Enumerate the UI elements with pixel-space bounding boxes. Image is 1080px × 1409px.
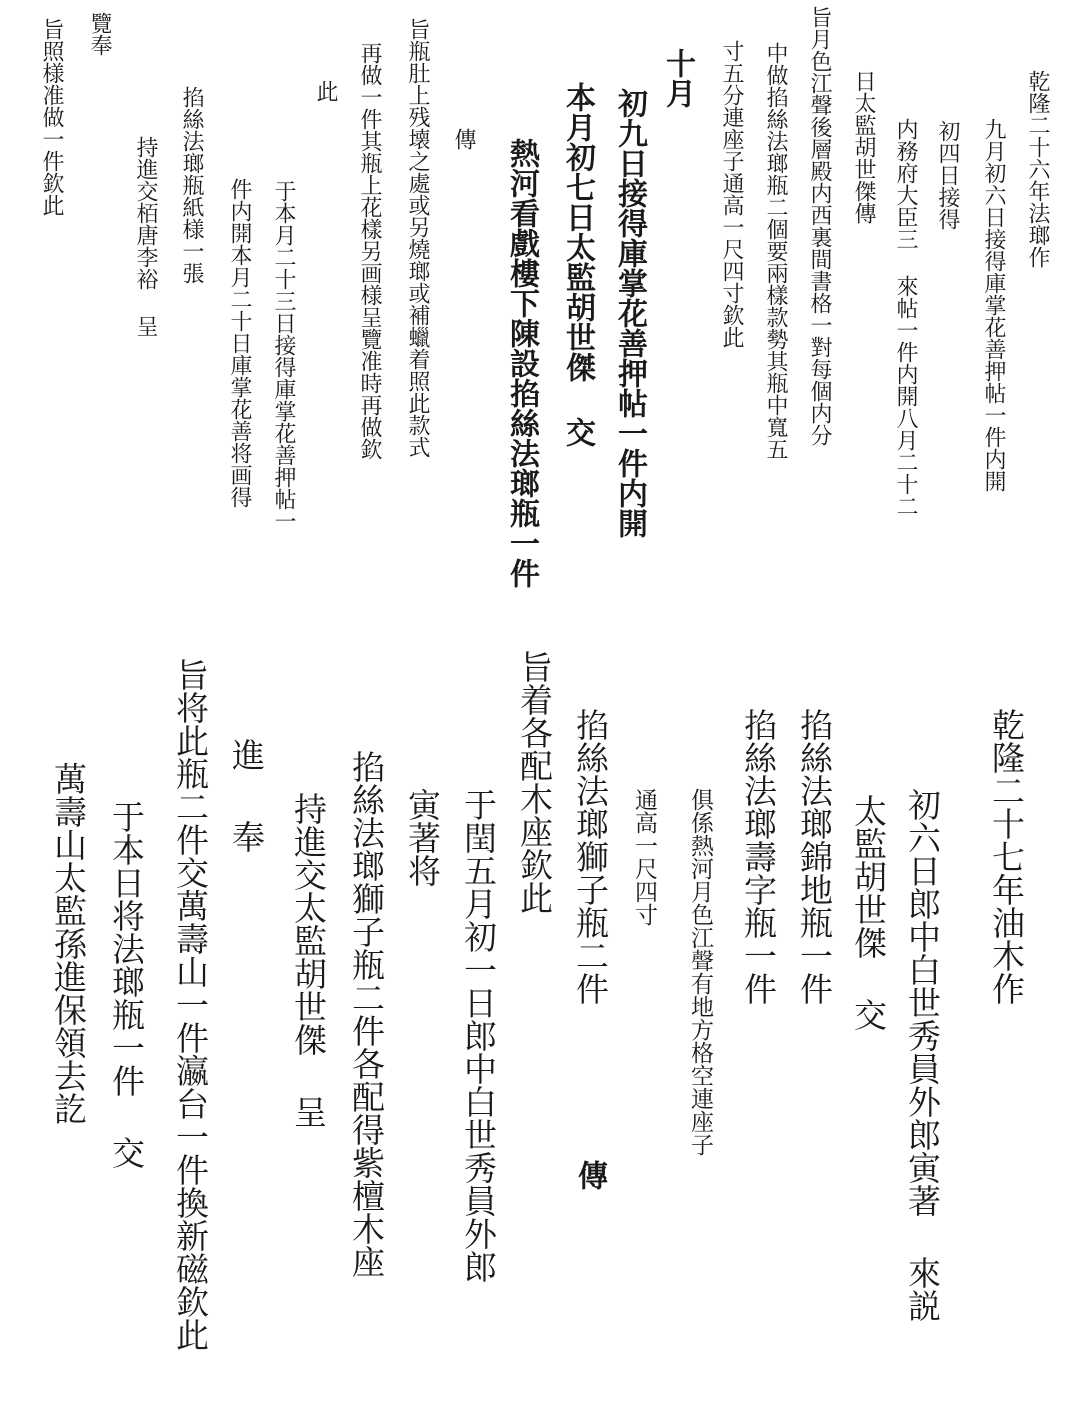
- lower-col-10: 寅著将: [403, 788, 442, 887]
- lower-col-2: 太監胡世傑 交: [849, 794, 888, 1031]
- upper-col-1: 九月初六日接得庫掌花善押帖一件内開: [981, 118, 1006, 492]
- upper-col-5: 旨月色江聲後層殿内西裏間書格一對每個内分: [807, 6, 832, 446]
- upper-col-9: 初九日接得庫掌花善押帖一件内開: [612, 88, 647, 538]
- lower-col-12: 持進交太監胡世傑 呈: [289, 792, 328, 1128]
- lower-col-4: 掐絲法瑯壽字瓶一件: [739, 708, 778, 1005]
- upper-col-7: 寸五分連座子通高一尺四寸欽此: [719, 40, 744, 348]
- upper-col-19: 持進交栢唐李裕 呈: [133, 136, 158, 337]
- lower-chuan-mark: 傳: [572, 1160, 607, 1190]
- lower-col-13: 進: [227, 738, 266, 771]
- upper-col-20: 覽奉: [87, 12, 112, 56]
- lower-col-7: 掐絲法瑯獅子瓶二件: [571, 708, 610, 1005]
- upper-record-header: 乾隆二十六年法瑯作: [1025, 70, 1050, 268]
- lower-col-6: 通高一尺四寸: [631, 788, 657, 926]
- upper-col-6: 中做掐絲法瑯瓶二個要兩樣款勢其瓶中寬五: [763, 42, 788, 460]
- lower-col-16: 于本日将法瑯瓶一件 交: [107, 800, 146, 1169]
- lower-col-11: 掐絲法瑯獅子瓶二件各配得紫檀木座: [347, 750, 386, 1278]
- upper-col-14: 再做一件其瓶上花樣另画様呈覽准時再做欽: [357, 42, 382, 460]
- upper-col-13: 旨瓶肚上残壊之處或另燒瑯或補蠟着照此款式: [405, 18, 430, 458]
- upper-col-16: 于本月二十三日接得庫掌花善押帖一: [271, 180, 296, 532]
- upper-col-10: 本月初七日太監胡世傑 交: [560, 82, 595, 447]
- upper-col-4: 日太監胡世傑傳: [851, 70, 876, 224]
- lower-col-3: 掐絲法瑯錦地瓶一件: [795, 708, 834, 1005]
- upper-col-2: 初四日接得: [935, 120, 960, 230]
- lower-col-15: 旨将此瓶二件交萬壽山一件瀛台一件換新磁欽此: [171, 658, 210, 1351]
- upper-col-12: 傳: [451, 128, 476, 150]
- lower-col-1: 初六日郎中白世秀員外郎寅著 來説: [903, 788, 942, 1322]
- lower-col-14: 奉: [227, 820, 266, 853]
- upper-col-18: 掐絲法瑯瓶紙様一張: [179, 86, 204, 284]
- upper-col-3: 内務府大臣三 來帖一件内開八月二十二: [893, 118, 918, 517]
- upper-col-21: 旨照様准做一件欽此: [39, 18, 64, 216]
- lower-col-5: 俱係熱河月色江聲有地方格空連座子: [687, 788, 713, 1156]
- lower-col-9: 于閏五月初一日郎中白世秀員外郎: [459, 788, 498, 1283]
- lower-record-header: 乾隆二十七年油木作: [987, 708, 1026, 1005]
- upper-col-17: 件内開本月二十日庫掌花善将画得: [227, 178, 252, 508]
- upper-col-8: 十月: [660, 48, 695, 108]
- lower-col-17: 萬壽山太監孫進保領去訖: [49, 762, 88, 1125]
- upper-col-15: 此: [313, 80, 338, 102]
- lower-col-8: 旨着各配木座欽此: [515, 650, 554, 914]
- upper-col-11: 熱河看戲樓下陳設掐絲法瑯瓶一件: [504, 138, 539, 588]
